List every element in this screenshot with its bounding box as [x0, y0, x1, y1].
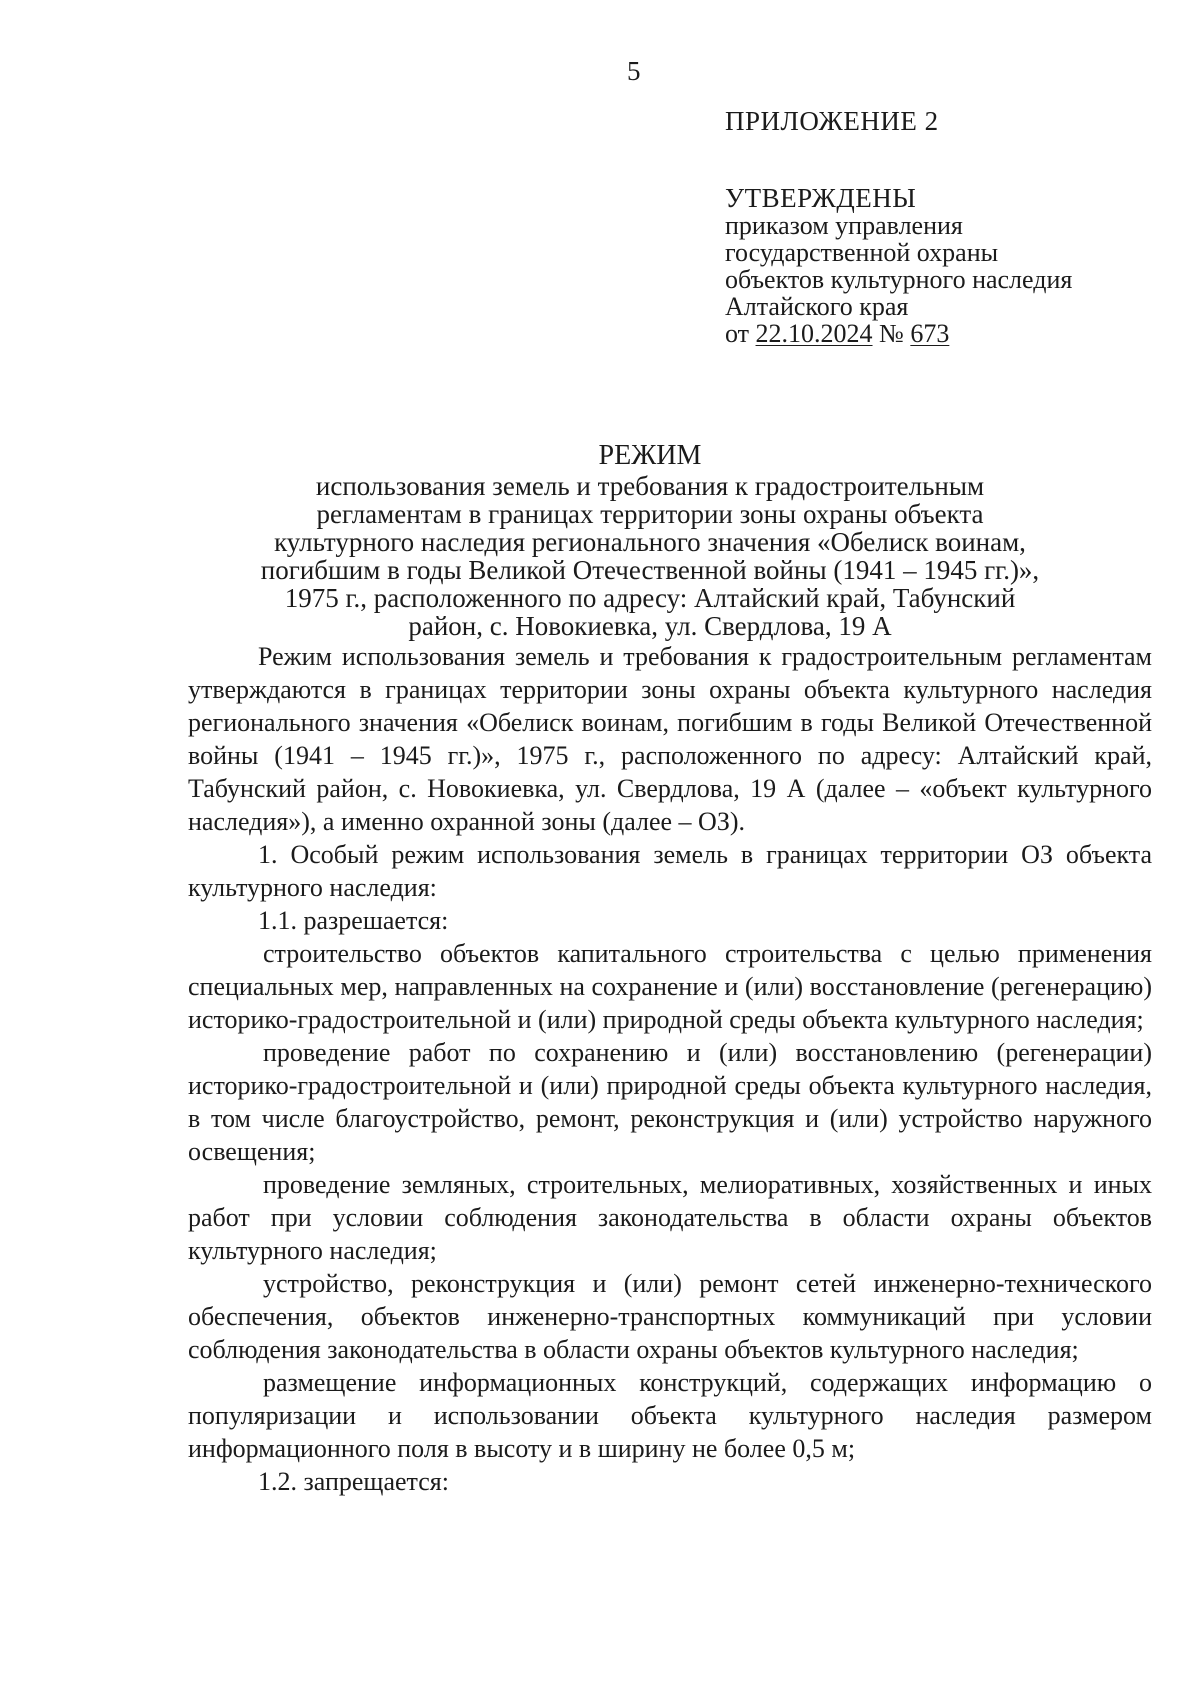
title-subtitle-line: район, с. Новокиевка, ул. Свердлова, 19 А — [408, 611, 892, 641]
approval-line: государственной охраны — [725, 238, 999, 267]
approval-line: объектов культурного наследия — [725, 265, 1073, 294]
approval-block — [725, 108, 1072, 347]
order-number-sign: № — [872, 319, 911, 348]
order-number: 673 — [910, 319, 950, 348]
title-main: РЕЖИМ — [598, 440, 702, 471]
allowed-item: строительство объектов капитального строительства с целью применения специальных мер, направленных на сохранение и (или) восстановление (регенерацию) историко-градостроительной и (или) природной среды объекта культурного наследия; — [188, 939, 1152, 1034]
title-subtitle-line: культурного наследия регионального значения «Обелиск воинам, — [274, 527, 1026, 557]
title-subtitle-line: 1975 г., расположенного по адресу: Алтайский край, Табунский — [284, 583, 1016, 613]
page-number: 5 — [627, 56, 641, 86]
approval-line: Алтайского края — [725, 292, 909, 321]
title-subtitle-line: погибшим в годы Великой Отечественной войны (1941 – 1945 гг.)», — [260, 555, 1040, 585]
approved-heading: УТВЕРЖДЕНЫ — [725, 183, 917, 213]
allowed-item: проведение земляных, строительных, мелиоративных, хозяйственных и иных работ при условии соблюдения законодательства в области охраны объектов культурного наследия; — [188, 1170, 1152, 1265]
appendix-heading: ПРИЛОЖЕНИЕ 2 — [725, 106, 939, 136]
document-title — [200, 440, 1100, 640]
title-subtitle-line: регламентам в границах территории зоны охраны объекта — [316, 499, 984, 529]
allowed-item: проведение работ по сохранению и (или) восстановлению (регенерации) историко-градостроительной и (или) природной среды объекта культурного наследия, в том числе благоустройство, ремонт, реконструкция и (или) устройство наружного освещения; — [188, 1038, 1152, 1166]
order-prefix: от — [725, 319, 756, 348]
allowed-item: размещение информационных конструкций, содержащих информацию о популяризации и использовании объекта культурного наследия размером информационного поля в высоту и в ширину не более 0,5 м; — [188, 1368, 1152, 1463]
section-1-1-heading: 1.1. разрешается: — [258, 906, 449, 935]
title-subtitle-line: использования земель и требования к градостроительным — [315, 471, 985, 501]
section-1-paragraph: 1. Особый режим использования земель в границах территории ОЗ объекта культурного наследия: — [188, 840, 1152, 902]
order-reference — [725, 320, 1072, 347]
section-1-2-heading: 1.2. запрещается: — [258, 1467, 449, 1496]
intro-paragraph: Режим использования земель и требования к градостроительным регламентам утверждаются в границах территории зоны охраны объекта культурного наследия регионального значения «Обелиск воинам, погибшим в годы Великой Отечественной войны (1941 – 1945 гг.)», 1975 г., расположенного по адресу: Алтайский край, Табунский район, с. Новокиевка, ул. Свердлова, 19 А (далее – «объект культурного наследия»), а именно охранной зоны (далее – ОЗ). — [188, 642, 1152, 836]
order-date: 22.10.2024 — [755, 319, 873, 348]
allowed-item: устройство, реконструкция и (или) ремонт сетей инженерно-технического обеспечения, объектов инженерно-транспортных коммуникаций при условии соблюдения законодательства в области охраны объектов культурного наследия; — [188, 1269, 1152, 1364]
document-body — [188, 640, 1152, 1498]
approval-line: приказом управления — [725, 211, 963, 240]
